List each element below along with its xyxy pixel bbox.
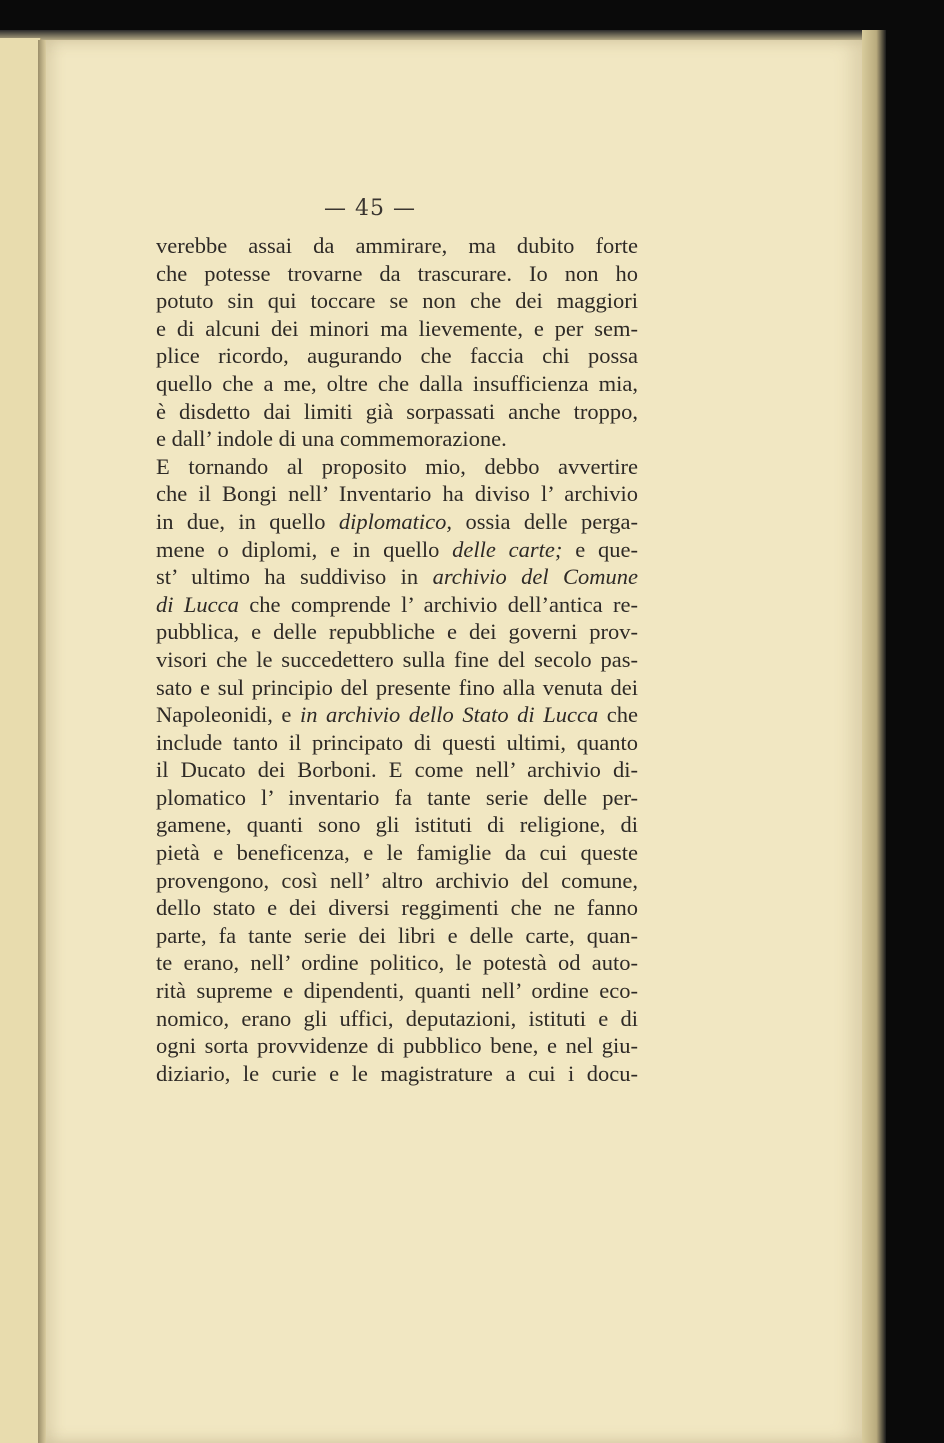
text-line: e di alcuni dei minori ma lievemente, e per sem- bbox=[156, 315, 638, 341]
text-line: te erano, nell’ ordine politico, le potestà od auto- bbox=[156, 950, 638, 976]
text-line: di Lucca che comprende l’ archivio dell’antica re- bbox=[156, 591, 638, 617]
text-line: verebbe assai da ammirare, ma dubito forte bbox=[156, 233, 638, 258]
right-page-edge bbox=[862, 30, 886, 1443]
text-line: include tanto il principato di questi ultimi, quanto bbox=[156, 729, 638, 755]
gutter-shadow bbox=[38, 40, 46, 1443]
text-line: st’ ultimo ha suddiviso in archivio del Comune bbox=[156, 564, 638, 590]
text-line: visori che le succedettero sulla fine del secolo pas- bbox=[156, 646, 638, 672]
text-line: mene o diplomi, e in quello delle carte; e que- bbox=[156, 536, 638, 562]
text-line: il Ducato dei Borboni. E come nell’ archivio di- bbox=[156, 757, 638, 783]
text-line: plice ricordo, augurando che faccia chi possa bbox=[156, 343, 638, 369]
text-line: potuto sin qui toccare se non che dei maggiori bbox=[156, 288, 638, 314]
text-line: diziario, le curie e le magistrature a cui i docu- bbox=[156, 1060, 638, 1086]
text-line: sato e sul principio del presente fino alla venuta dei bbox=[156, 674, 638, 700]
text-line: dello stato e dei diversi reggimenti che ne fanno bbox=[156, 895, 638, 921]
text-line: E tornando al proposito mio, debbo avvertire bbox=[156, 453, 638, 479]
page-number-heading: — 45 — bbox=[324, 196, 416, 221]
text-line: è disdetto dai limiti già sorpassati anche troppo, bbox=[156, 398, 638, 424]
text-line: plomatico l’ inventario fa tante serie delle per- bbox=[156, 784, 638, 810]
text-line: gamene, quanti sono gli istituti di religione, di bbox=[156, 812, 638, 838]
text-line: rità supreme e dipendenti, quanti nell’ ordine eco- bbox=[156, 978, 638, 1004]
text-line: che potesse trovarne da trascurare. Io non ho bbox=[156, 260, 638, 286]
text-line: parte, fa tante serie dei libri e delle carte, quan- bbox=[156, 922, 638, 948]
text-line: pubblica, e delle repubbliche e dei governi prov- bbox=[156, 619, 638, 645]
text-line: in due, in quello diplomatico, ossia delle perga- bbox=[156, 508, 638, 534]
left-page-fragment bbox=[0, 38, 41, 1443]
body-text bbox=[156, 232, 638, 1087]
text-line: Napoleonidi, e in archivio dello Stato di Lucca che bbox=[156, 702, 638, 728]
text-line: provengono, così nell’ altro archivio del comune, bbox=[156, 867, 638, 893]
text-line: quello che a me, oltre che dalla insufficienza mia, bbox=[156, 370, 638, 396]
text-line: e dall’ indole di una commemorazione. bbox=[156, 426, 507, 452]
text-line: pietà e beneficenza, e le famiglie da cui queste bbox=[156, 840, 638, 866]
text-line: ogni sorta provvidenze di pubblico bene, e nel giu- bbox=[156, 1033, 638, 1059]
text-line: nomico, erano gli uffici, deputazioni, istituti e di bbox=[156, 1005, 638, 1031]
text-line: che il Bongi nell’ Inventario ha diviso l’ archivio bbox=[156, 481, 638, 507]
